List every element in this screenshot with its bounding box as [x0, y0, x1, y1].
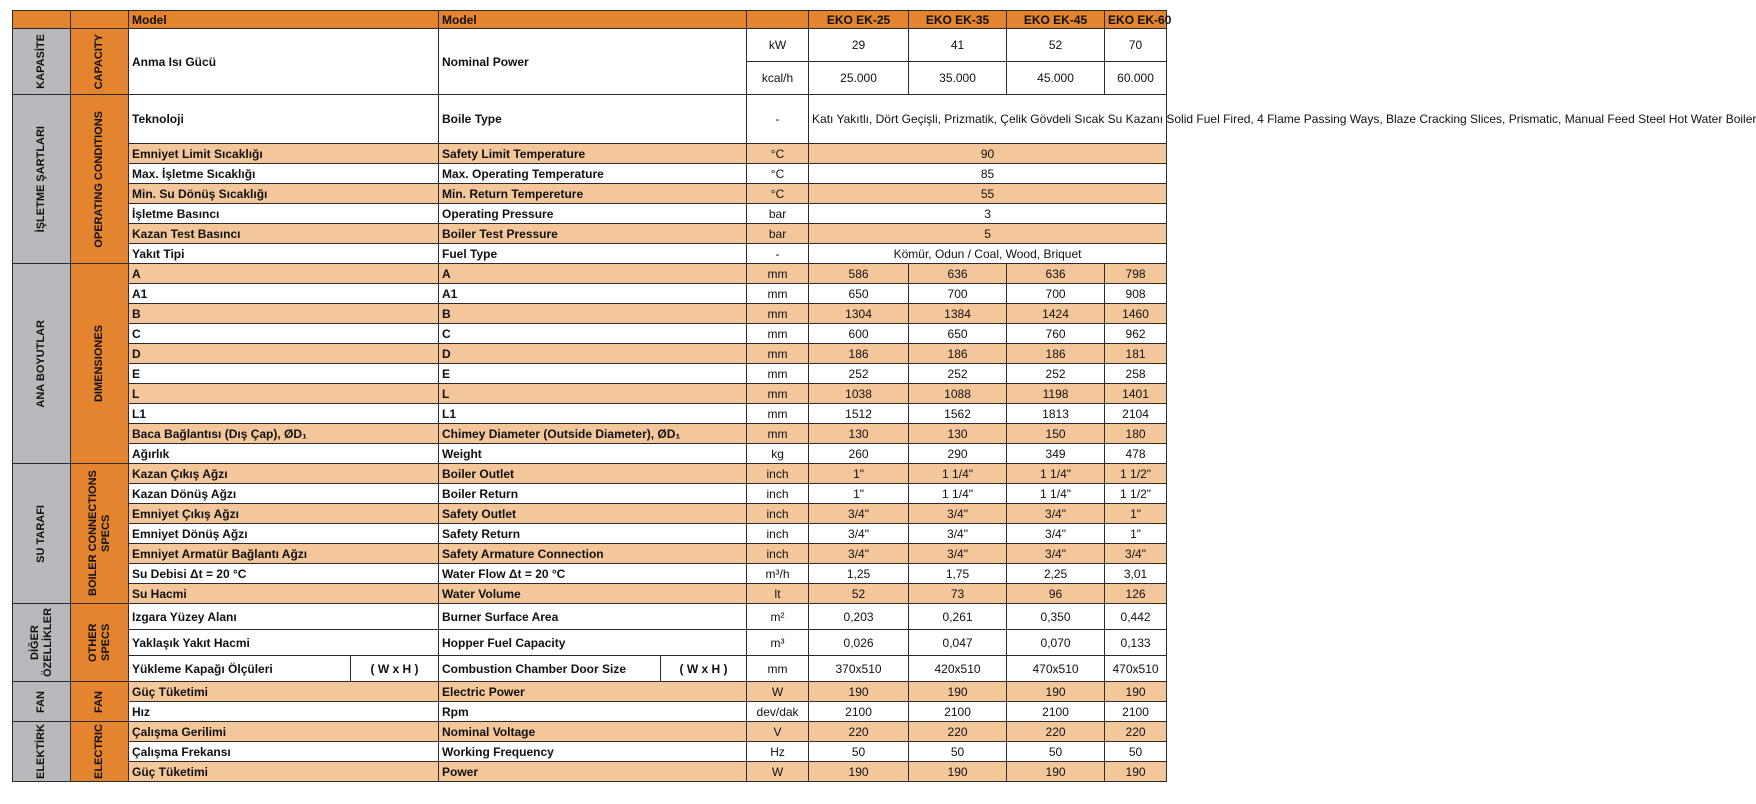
electric-row-value: 190 — [909, 762, 1007, 782]
operating-value: 3 — [809, 204, 1167, 224]
header-model-en: Model — [439, 11, 747, 29]
connection-row — [13, 524, 1167, 544]
connection-row-value: 1 1/4" — [1007, 484, 1105, 504]
fan-row-value: 190 — [1007, 682, 1105, 702]
fan-row-value: 190 — [809, 682, 909, 702]
connection-row-value: 1" — [1105, 504, 1167, 524]
connection-row-label-tr: Emniyet Çıkış Ağzı — [129, 504, 439, 524]
door-value: 470x510 — [1007, 656, 1105, 682]
dimension-row-value: 180 — [1105, 424, 1167, 444]
other-label-en: Hopper Fuel Capacity — [439, 630, 747, 656]
connection-row — [13, 564, 1167, 584]
fan-row-value: 190 — [909, 682, 1007, 702]
dimension-row-unit: mm — [747, 284, 809, 304]
dimension-row-value: 186 — [809, 344, 909, 364]
section-fan-en-label: FAN — [93, 690, 105, 713]
fan-row-unit: W — [747, 682, 809, 702]
connection-row-label-en: Boiler Outlet — [439, 464, 747, 484]
connection-row-label-en: Safety Armature Connection — [439, 544, 747, 564]
connection-row-label-en: Safety Outlet — [439, 504, 747, 524]
connection-row-value: 73 — [909, 584, 1007, 604]
dimension-row-label-tr: Baca Bağlantısı (Dış Çap), ØD₁ — [129, 424, 439, 444]
connection-row-unit: inch — [747, 504, 809, 524]
header-corner-right — [71, 11, 129, 29]
dimension-row-unit: mm — [747, 364, 809, 384]
connection-row-value: 52 — [809, 584, 909, 604]
section-isletme-label: İŞLETME ŞARTLARI — [35, 125, 47, 233]
operating-unit: °C — [747, 184, 809, 204]
operating-label-en: Min. Return Tempereture — [439, 184, 747, 204]
operating-unit: bar — [747, 204, 809, 224]
operating-unit: bar — [747, 224, 809, 244]
electric-row-value: 220 — [1105, 722, 1167, 742]
other-row — [13, 604, 1167, 630]
dimension-row — [13, 404, 1167, 424]
spec-sheet — [12, 10, 1756, 782]
operating-row — [13, 144, 1167, 164]
dimension-row-unit: mm — [747, 304, 809, 324]
section-capacity — [71, 29, 129, 95]
dimension-row-value: 636 — [1007, 264, 1105, 284]
operating-label-en: Max. Operating Temperature — [439, 164, 747, 184]
dimension-row — [13, 284, 1167, 304]
dimension-row-label-tr: A — [129, 264, 439, 284]
section-connections-en-label: BOILER CONNECTIONS SPECS — [86, 470, 112, 597]
section-other-tr — [13, 604, 71, 682]
dimension-row-label-tr: L1 — [129, 404, 439, 424]
section-fan-tr-label: FAN — [35, 690, 47, 713]
fan-row — [13, 682, 1167, 702]
section-operating — [71, 95, 129, 264]
other-row — [13, 630, 1167, 656]
door-value: 370x510 — [809, 656, 909, 682]
connection-row-label-en: Safety Return — [439, 524, 747, 544]
dimension-row-value: 478 — [1105, 444, 1167, 464]
operating-row-technology — [13, 95, 1167, 144]
capacity-value: 25.000 — [809, 62, 909, 95]
connection-row-label-en: Water Volume — [439, 584, 747, 604]
dimension-row-value: 1460 — [1105, 304, 1167, 324]
connection-row-unit: inch — [747, 524, 809, 544]
other-value: 0,047 — [909, 630, 1007, 656]
dimension-row-value: 1424 — [1007, 304, 1105, 324]
dimension-row-value: 349 — [1007, 444, 1105, 464]
other-unit: m³ — [747, 630, 809, 656]
connection-row-value: 1,25 — [809, 564, 909, 584]
dimension-row-unit: mm — [747, 324, 809, 344]
connection-row-label-tr: Su Hacmi — [129, 584, 439, 604]
dimension-row-label-en: E — [439, 364, 747, 384]
dimension-row-value: 252 — [809, 364, 909, 384]
dimension-row-value: 962 — [1105, 324, 1167, 344]
electric-row-value: 190 — [1007, 762, 1105, 782]
capacity-value: 35.000 — [909, 62, 1007, 95]
fan-row — [13, 702, 1167, 722]
connection-row-value: 96 — [1007, 584, 1105, 604]
dimension-row-value: 586 — [809, 264, 909, 284]
other-label-tr: Yaklaşık Yakıt Hacmi — [129, 630, 439, 656]
electric-row — [13, 742, 1167, 762]
dimension-row-label-tr: B — [129, 304, 439, 324]
dimension-row-value: 1038 — [809, 384, 909, 404]
operating-label-tr: Yakıt Tipi — [129, 244, 439, 264]
connection-row-unit: inch — [747, 464, 809, 484]
section-fan-tr — [13, 682, 71, 722]
connection-row-label-tr: Emniyet Armatür Bağlantı Ağzı — [129, 544, 439, 564]
connection-row — [13, 544, 1167, 564]
capacity-value: 70 — [1105, 29, 1167, 62]
fan-row-unit: dev/dak — [747, 702, 809, 722]
dimension-row-value: 650 — [909, 324, 1007, 344]
dimension-row-label-en: D — [439, 344, 747, 364]
connection-row-unit: inch — [747, 484, 809, 504]
header-model-2: EKO EK-35 — [909, 11, 1007, 29]
section-connections-tr — [13, 464, 71, 604]
operating-value: Kömür, Odun / Coal, Wood, Briquet — [809, 244, 1167, 264]
header-model-1: EKO EK-25 — [809, 11, 909, 29]
operating-label-tr: Emniyet Limit Sıcaklığı — [129, 144, 439, 164]
section-dimensions-tr-label: ANA BOYUTLAR — [35, 319, 47, 408]
electric-row-unit: V — [747, 722, 809, 742]
section-connections-en — [71, 464, 129, 604]
dimension-row-value: 700 — [909, 284, 1007, 304]
capacity-label-tr: Anma Isı Gücü — [129, 29, 439, 95]
section-operating-label: OPERATING CONDITIONS — [93, 110, 105, 248]
door-value: 420x510 — [909, 656, 1007, 682]
dimension-row-value: 260 — [809, 444, 909, 464]
electric-row-unit: W — [747, 762, 809, 782]
dimension-row-value: 130 — [909, 424, 1007, 444]
dimension-row-value: 150 — [1007, 424, 1105, 444]
capacity-label-en: Nominal Power — [439, 29, 747, 95]
dimension-row-label-tr: L — [129, 384, 439, 404]
dimension-row-value: 1304 — [809, 304, 909, 324]
operating-label-en: Safety Limit Temperature — [439, 144, 747, 164]
capacity-row-kw — [13, 29, 1167, 62]
connection-row-value: 3,01 — [1105, 564, 1167, 584]
other-label-en: Burner Surface Area — [439, 604, 747, 630]
operating-value: 90 — [809, 144, 1167, 164]
dimension-row-unit: mm — [747, 424, 809, 444]
dimension-row — [13, 304, 1167, 324]
section-kapasite — [13, 29, 71, 95]
operating-label-tr: Kazan Test Basıncı — [129, 224, 439, 244]
door-size-row — [13, 656, 1167, 682]
section-dimensions-tr — [13, 264, 71, 464]
dimension-row — [13, 344, 1167, 364]
connection-row — [13, 504, 1167, 524]
connection-row-value: 1 1/2" — [1105, 464, 1167, 484]
dimension-row-value: 1198 — [1007, 384, 1105, 404]
operating-row — [13, 244, 1167, 264]
door-wxh-en: ( W x H ) — [661, 656, 747, 682]
header-unit — [747, 11, 809, 29]
dimension-row-label-tr: D — [129, 344, 439, 364]
dimension-row — [13, 324, 1167, 344]
connection-row-label-tr: Kazan Dönüş Ağzı — [129, 484, 439, 504]
operating-label-en: Fuel Type — [439, 244, 747, 264]
connection-row-label-en: Boiler Return — [439, 484, 747, 504]
connection-row-value: 3/4" — [909, 544, 1007, 564]
electric-row-label-en: Power — [439, 762, 747, 782]
electric-row-label-en: Nominal Voltage — [439, 722, 747, 742]
door-label-en: Combustion Chamber Door Size — [439, 656, 661, 682]
connection-row-label-tr: Su Debisi Δt = 20 °C — [129, 564, 439, 584]
electric-row-value: 220 — [1007, 722, 1105, 742]
section-electric-en-label: ELECTRIC — [93, 724, 105, 779]
electric-row — [13, 722, 1167, 742]
dimension-row-label-en: A1 — [439, 284, 747, 304]
operating-unit: °C — [747, 164, 809, 184]
other-value: 0,442 — [1105, 604, 1167, 630]
dimension-row-value: 1512 — [809, 404, 909, 424]
dimension-row-value: 1401 — [1105, 384, 1167, 404]
dimension-row-value: 258 — [1105, 364, 1167, 384]
dimension-row-value: 290 — [909, 444, 1007, 464]
dimension-row-label-en: L — [439, 384, 747, 404]
connection-row — [13, 484, 1167, 504]
dimension-row-label-en: B — [439, 304, 747, 324]
operating-row — [13, 224, 1167, 244]
connection-row-value: 3/4" — [1007, 504, 1105, 524]
other-label-tr: Izgara Yüzey Alanı — [129, 604, 439, 630]
spec-table — [12, 10, 1756, 782]
dimension-row-label-tr: Ağırlık — [129, 444, 439, 464]
capacity-value: 60.000 — [1105, 62, 1167, 95]
dimension-row-value: 700 — [1007, 284, 1105, 304]
operating-label-tr: Min. Su Dönüş Sıcaklığı — [129, 184, 439, 204]
connection-row-value: 3/4" — [809, 524, 909, 544]
other-value: 0,350 — [1007, 604, 1105, 630]
section-capacity-label: CAPACITY — [93, 33, 105, 90]
connection-row-value: 1 1/2" — [1105, 484, 1167, 504]
dimension-row-label-en: A — [439, 264, 747, 284]
connection-row-value: 3/4" — [909, 504, 1007, 524]
connection-row-label-en: Water Flow Δt = 20 °C — [439, 564, 747, 584]
door-label-tr: Yükleme Kapağı Ölçüleri — [129, 656, 351, 682]
capacity-value: 52 — [1007, 29, 1105, 62]
dimension-row-value: 186 — [909, 344, 1007, 364]
connection-row-label-tr: Emniyet Dönüş Ağzı — [129, 524, 439, 544]
header-model-tr: Model — [129, 11, 439, 29]
header-row — [13, 11, 1167, 29]
connection-row-value: 3/4" — [1007, 524, 1105, 544]
dimension-row-value: 636 — [909, 264, 1007, 284]
section-electric-en — [71, 722, 129, 782]
section-isletme — [13, 95, 71, 264]
dimension-row-label-tr: E — [129, 364, 439, 384]
connection-row — [13, 464, 1167, 484]
technology-unit: - — [747, 95, 809, 144]
fan-row-label-tr: Güç Tüketimi — [129, 682, 439, 702]
fan-row-label-en: Electric Power — [439, 682, 747, 702]
dimension-row-value: 252 — [1007, 364, 1105, 384]
dimension-row — [13, 444, 1167, 464]
operating-label-en: Operating Pressure — [439, 204, 747, 224]
connection-row-value: 1 1/4" — [909, 484, 1007, 504]
dimension-row — [13, 264, 1167, 284]
door-value: 470x510 — [1105, 656, 1167, 682]
door-unit: mm — [747, 656, 809, 682]
dimension-row — [13, 364, 1167, 384]
electric-row — [13, 762, 1167, 782]
technology-value: Katı Yakıtlı, Dört Geçişli, Prizmatik, Çelik Gövdeli Sıcak Su Kazanı Solid Fuel Fired, 4 Flame Passing Ways, Blaze Cracking Slices, Prismatic, Manual Feed Steel Hot Water Boiler — [809, 95, 1167, 144]
fan-row-value: 2100 — [1105, 702, 1167, 722]
connection-row-value: 1" — [809, 484, 909, 504]
electric-row-label-tr: Çalışma Gerilimi — [129, 722, 439, 742]
electric-row-value: 220 — [809, 722, 909, 742]
dimension-row-value: 2104 — [1105, 404, 1167, 424]
dimension-row-value: 186 — [1007, 344, 1105, 364]
section-electric-tr-label: ELEKTİRK — [35, 724, 47, 779]
operating-unit: °C — [747, 144, 809, 164]
electric-row-value: 50 — [809, 742, 909, 762]
fan-row-value: 2100 — [909, 702, 1007, 722]
operating-value: 55 — [809, 184, 1167, 204]
operating-label-tr: Max. İşletme Sıcaklığı — [129, 164, 439, 184]
other-value: 0,070 — [1007, 630, 1105, 656]
section-other-en-label: OTHER SPECS — [86, 623, 112, 662]
section-other-en — [71, 604, 129, 682]
dimension-row-unit: mm — [747, 264, 809, 284]
dimension-row-label-en: L1 — [439, 404, 747, 424]
section-dimensions-en-label: DIMENSIONES — [93, 324, 105, 402]
electric-row-label-tr: Güç Tüketimi — [129, 762, 439, 782]
capacity-unit: kcal/h — [747, 62, 809, 95]
operating-row — [13, 184, 1167, 204]
electric-row-value: 50 — [1007, 742, 1105, 762]
connection-row-value: 2,25 — [1007, 564, 1105, 584]
section-fan-en — [71, 682, 129, 722]
technology-label-en: Boile Type — [439, 95, 747, 144]
dimension-row-label-tr: C — [129, 324, 439, 344]
operating-label-en: Boiler Test Pressure — [439, 224, 747, 244]
electric-row-value: 190 — [1105, 762, 1167, 782]
connection-row-value: 3/4" — [809, 544, 909, 564]
dimension-row-unit: mm — [747, 344, 809, 364]
dimension-row-unit: mm — [747, 384, 809, 404]
dimension-row — [13, 424, 1167, 444]
operating-value: 5 — [809, 224, 1167, 244]
electric-row-value: 50 — [909, 742, 1007, 762]
fan-row-label-tr: Hız — [129, 702, 439, 722]
electric-row-value: 50 — [1105, 742, 1167, 762]
electric-row-label-en: Working Frequency — [439, 742, 747, 762]
dimension-row-value: 181 — [1105, 344, 1167, 364]
capacity-value: 45.000 — [1007, 62, 1105, 95]
operating-row — [13, 204, 1167, 224]
connection-row-value: 126 — [1105, 584, 1167, 604]
connection-row-value: 1" — [809, 464, 909, 484]
connection-row-unit: lt — [747, 584, 809, 604]
dimension-row-label-en: Weight — [439, 444, 747, 464]
connection-row-value: 3/4" — [809, 504, 909, 524]
operating-unit: - — [747, 244, 809, 264]
section-dimensions-en — [71, 264, 129, 464]
header-model-3: EKO EK-45 — [1007, 11, 1105, 29]
dimension-row-unit: mm — [747, 404, 809, 424]
section-kapasite-label: KAPASİTE — [35, 34, 47, 89]
fan-row-value: 2100 — [809, 702, 909, 722]
connection-row-unit: inch — [747, 544, 809, 564]
connection-row-value: 3/4" — [1007, 544, 1105, 564]
other-unit: m² — [747, 604, 809, 630]
door-wxh-tr: ( W x H ) — [351, 656, 439, 682]
dimension-row-value: 760 — [1007, 324, 1105, 344]
dimension-row-label-en: Chimey Diameter (Outside Diameter), ØD₁ — [439, 424, 747, 444]
dimension-row-value: 908 — [1105, 284, 1167, 304]
fan-row-value: 190 — [1105, 682, 1167, 702]
other-value: 0,026 — [809, 630, 909, 656]
operating-label-tr: İşletme Basıncı — [129, 204, 439, 224]
section-electric-tr — [13, 722, 71, 782]
header-corner-left — [13, 11, 71, 29]
other-value: 0,133 — [1105, 630, 1167, 656]
dimension-row-value: 1384 — [909, 304, 1007, 324]
capacity-value: 41 — [909, 29, 1007, 62]
electric-row-label-tr: Çalışma Frekansı — [129, 742, 439, 762]
fan-row-value: 2100 — [1007, 702, 1105, 722]
connection-row-unit: m³/h — [747, 564, 809, 584]
operating-row — [13, 164, 1167, 184]
electric-row-unit: Hz — [747, 742, 809, 762]
dimension-row-label-en: C — [439, 324, 747, 344]
electric-row-value: 190 — [809, 762, 909, 782]
dimension-row — [13, 384, 1167, 404]
connection-row-value: 3/4" — [1105, 544, 1167, 564]
dimension-row-label-tr: A1 — [129, 284, 439, 304]
dimension-row-value: 1562 — [909, 404, 1007, 424]
dimension-row-value: 650 — [809, 284, 909, 304]
dimension-row-value: 130 — [809, 424, 909, 444]
header-model-4: EKO EK-60 — [1105, 11, 1167, 29]
connection-row-label-tr: Kazan Çıkış Ağzı — [129, 464, 439, 484]
connection-row-value: 3/4" — [909, 524, 1007, 544]
technology-label-tr: Teknoloji — [129, 95, 439, 144]
dimension-row-value: 252 — [909, 364, 1007, 384]
other-value: 0,203 — [809, 604, 909, 630]
dimension-row-value: 1813 — [1007, 404, 1105, 424]
connection-row — [13, 584, 1167, 604]
dimension-row-unit: kg — [747, 444, 809, 464]
capacity-unit: kW — [747, 29, 809, 62]
connection-row-value: 1 1/4" — [909, 464, 1007, 484]
dimension-row-value: 600 — [809, 324, 909, 344]
section-connections-tr-label: SU TARAFI — [35, 504, 47, 563]
operating-value: 85 — [809, 164, 1167, 184]
connection-row-value: 1" — [1105, 524, 1167, 544]
dimension-row-value: 1088 — [909, 384, 1007, 404]
connection-row-value: 1,75 — [909, 564, 1007, 584]
capacity-value: 29 — [809, 29, 909, 62]
section-other-tr-label: DİĞER ÖZELLİKLER — [28, 607, 54, 678]
fan-row-label-en: Rpm — [439, 702, 747, 722]
dimension-row-value: 798 — [1105, 264, 1167, 284]
electric-row-value: 220 — [909, 722, 1007, 742]
connection-row-value: 1 1/4" — [1007, 464, 1105, 484]
other-value: 0,261 — [909, 604, 1007, 630]
